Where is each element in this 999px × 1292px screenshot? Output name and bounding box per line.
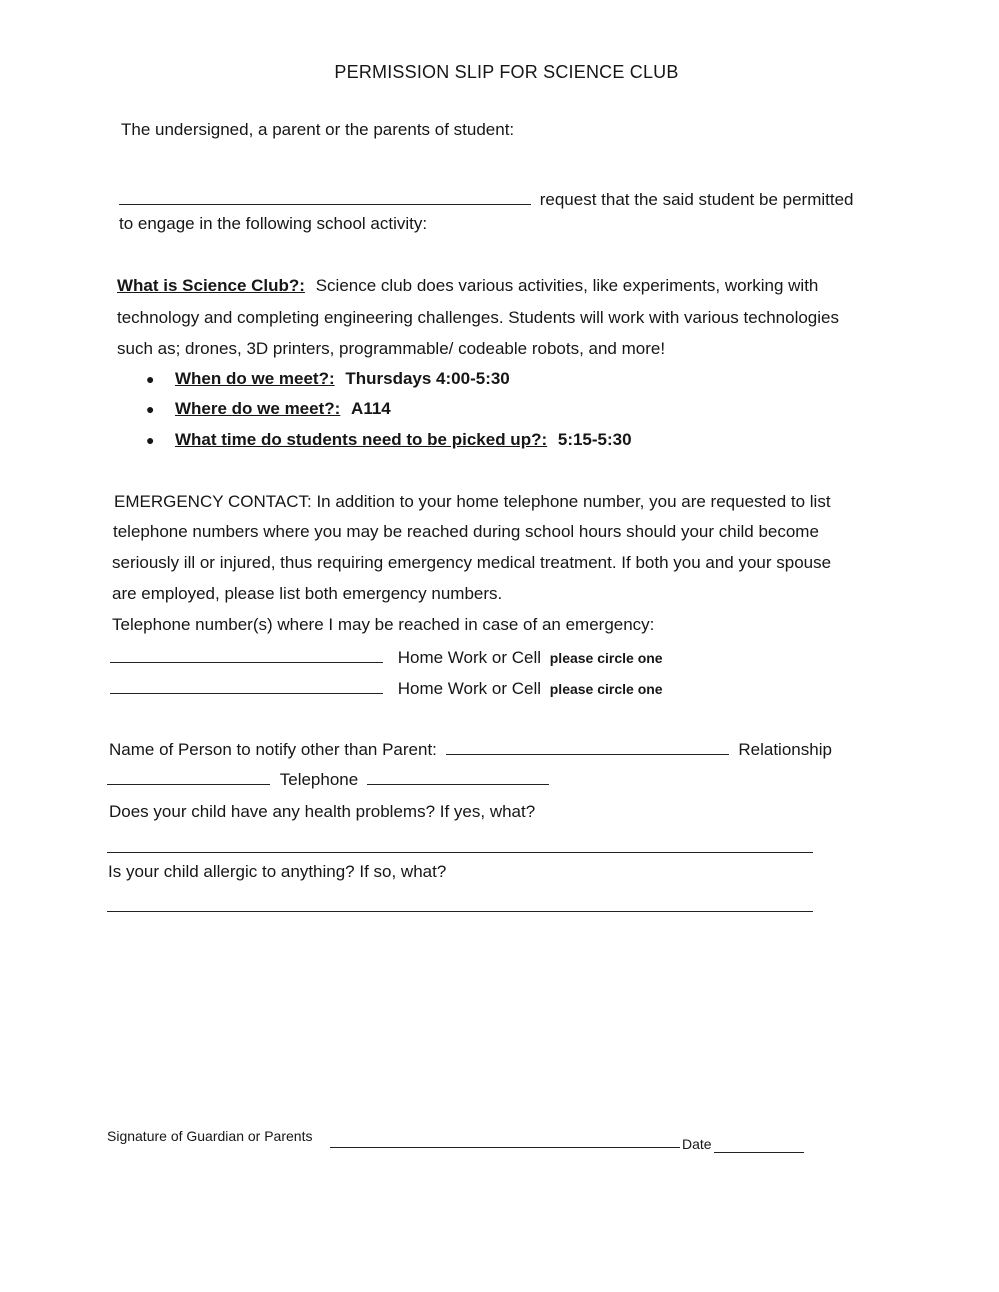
allergy-question: Is your child allergic to anything? If so, what? (108, 862, 447, 881)
phone-type-hint: please circle one (549, 681, 663, 697)
notify-row (109, 740, 832, 760)
science-club-text-1: Science club does various activities, like experiments, working with (315, 276, 819, 295)
bullet-icon: ● (146, 432, 155, 448)
allergy-answer-field[interactable] (107, 911, 813, 912)
meeting-place-value: A114 (351, 399, 391, 418)
phone-row-2 (110, 679, 663, 699)
phone-row-1 (110, 648, 663, 668)
student-name-field[interactable] (119, 190, 531, 205)
emergency-paragraph-2: telephone numbers where you may be reached during school hours should your child become (113, 522, 819, 541)
phone-type-options[interactable]: Home Work or Cell (397, 648, 542, 667)
notify-name-label: Name of Person to notify other than Parent: (109, 740, 437, 759)
emergency-paragraph-1: EMERGENCY CONTACT: In addition to your home telephone number, you are requested to list (114, 492, 831, 511)
phone-field-2[interactable] (110, 679, 383, 694)
bullet-icon: ● (146, 371, 155, 387)
meeting-place-label: Where do we meet?: (175, 399, 341, 418)
emergency-paragraph-3: seriously ill or injured, thus requiring emergency medical treatment. If both you and your spouse (112, 553, 832, 572)
meeting-day-value: Thursdays 4:00-5:30 (345, 369, 510, 388)
notify-name-field[interactable] (446, 740, 729, 755)
date-field[interactable] (714, 1152, 804, 1153)
signature-field[interactable] (330, 1147, 680, 1148)
signature-label: Signature of Guardian or Parents (107, 1128, 313, 1144)
telephone-label: Telephone (279, 770, 359, 789)
meeting-place-item (175, 399, 391, 419)
emergency-paragraph-4: are employed, please list both emergency numbers. (112, 584, 503, 603)
telephone-field[interactable] (367, 770, 549, 785)
intro-line-3: to engage in the following school activity: (119, 214, 428, 233)
meeting-day-item (175, 369, 510, 389)
phones-label: Telephone number(s) where I may be reached in case of an emergency: (112, 615, 655, 634)
page-title: PERMISSION SLIP FOR SCIENCE CLUB (334, 62, 679, 82)
science-club-text-2: technology and completing engineering challenges. Students will work with various technologies (117, 308, 839, 327)
pickup-time-label: What time do students need to be picked up?: (175, 430, 548, 449)
relationship-label: Relationship (738, 740, 832, 759)
phone-type-hint: please circle one (549, 650, 663, 666)
phone-type-options[interactable]: Home Work or Cell (397, 679, 542, 698)
intro-line-2 (119, 190, 854, 210)
date-label: Date (682, 1136, 712, 1152)
health-question: Does your child have any health problems? If yes, what? (109, 802, 536, 821)
intro-line-1: The undersigned, a parent or the parents of student: (121, 120, 515, 139)
science-club-text-3: such as; drones, 3D printers, programmable/ codeable robots, and more! (117, 339, 666, 358)
science-club-heading: What is Science Club?: (117, 276, 305, 295)
relationship-field[interactable] (107, 770, 270, 785)
pickup-time-item (175, 430, 632, 450)
relationship-telephone-row (107, 770, 549, 790)
pickup-time-value: 5:15-5:30 (557, 430, 632, 449)
science-club-line-1 (117, 276, 818, 296)
bullet-icon: ● (146, 401, 155, 417)
intro-request-text: request that the said student be permitted (539, 190, 854, 209)
health-answer-field[interactable] (107, 852, 813, 853)
phone-field-1[interactable] (110, 648, 383, 663)
meeting-day-label: When do we meet?: (175, 369, 335, 388)
